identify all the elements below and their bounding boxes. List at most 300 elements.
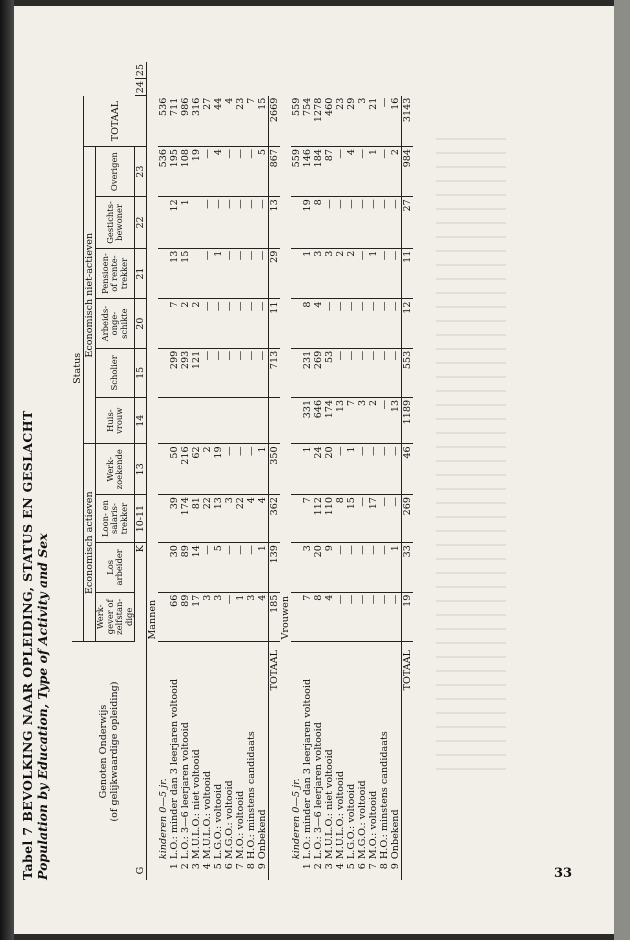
cell-value: 4 [313,299,324,348]
cell-value: 108 [180,147,191,197]
cell-value: 8 [302,299,313,348]
group-title: Mannen [147,599,158,640]
cell-value: 4 [346,147,357,197]
cell-value: 293 [180,348,191,397]
table-row [213,62,224,880]
row-code: 2 [313,863,324,870]
table-row [335,62,346,880]
total-value: 2669 [269,96,281,147]
cell-value: 20 [313,543,324,593]
total-label: TOTAAL [269,642,281,862]
cell-value: — [379,444,390,495]
cell-value [291,495,302,543]
row-code: 9 [390,863,401,870]
cell-value: — [235,248,246,299]
cell-value: 646 [313,397,324,444]
cell-value: 559 [291,147,302,197]
cell-value: — [213,197,224,248]
cell-value: — [346,299,357,348]
cell-value: — [379,147,390,197]
cell-value: — [224,147,235,197]
cell-value: 16 [390,96,402,147]
cell-value [158,444,169,495]
cell-value: 62 [191,444,202,495]
cell-value: — [357,147,368,197]
cell-value: — [246,248,257,299]
rotated-table-block [20,30,560,880]
cell-value: 1 [302,444,313,495]
cell-value: — [379,96,390,147]
column-header: Scholier [96,348,135,397]
cell-value [291,444,302,495]
cell-value: — [357,495,368,543]
cell-value: — [390,495,402,543]
column-header: Loon- en salaris- trekker [96,495,135,543]
total-value: 867 [269,147,281,197]
row-code: 8 [379,863,390,870]
cell-value: — [324,197,335,248]
cell-value: 4 [257,495,269,543]
cell-value: 81 [191,495,202,543]
cell-value: 4 [324,592,335,641]
column-number: 15 [135,348,147,397]
total-value: 3143 [402,96,414,147]
cell-value: — [379,495,390,543]
cell-value: — [246,444,257,495]
cell-value: 4 [213,147,224,197]
cell-value: 3 [202,592,213,641]
table-row [324,62,335,880]
table-row [180,62,191,880]
cell-value: — [390,348,402,397]
cell-value [158,248,169,299]
table-row [346,62,357,880]
education-header: Genoten Onderwijs (of gelijkwaardige opleiding) [72,642,147,862]
total-value: 13 [269,197,281,248]
cell-value [291,543,302,593]
cell-value: — [346,592,357,641]
table-row [235,62,246,880]
column-header: Huis- vrouw [96,397,135,444]
cell-value [246,397,257,444]
column-header: Pensioen- of rente- trekker [96,248,135,299]
total-value: 1189 [402,397,414,444]
cell-value: 20 [324,444,335,495]
cell-value: — [346,543,357,593]
cell-value: 331 [302,397,313,444]
cell-value: 4 [257,592,269,641]
table-row [202,62,213,880]
column-header: Werk- gever of zelfstan- dige [96,592,135,641]
cell-value [291,299,302,348]
total-value: 27 [402,197,414,248]
cell-value: 23 [235,96,246,147]
row-label: M.U.L.O.: niet voltooid [191,749,202,860]
cell-value [191,397,202,444]
cell-value: 316 [191,96,202,147]
cell-value: — [379,299,390,348]
cell-value: — [246,197,257,248]
table-row [291,62,302,880]
cell-value: — [224,197,235,248]
cell-value: 2 [335,248,346,299]
cell-value [158,592,169,641]
cell-value: 8 [313,197,324,248]
table-row [191,62,202,880]
row-label: L.O.: minder dan 3 leerjaren voltooid [169,678,180,860]
cell-value: 711 [169,96,180,147]
cell-value: 66 [169,592,180,641]
cell-value: — [346,348,357,397]
row-label: Onbekend [257,809,268,860]
total-value [269,397,281,444]
cell-value: 7 [346,397,357,444]
cell-value: 22 [202,495,213,543]
cell-value: — [224,248,235,299]
cell-value: — [202,248,213,299]
cell-value: 53 [324,348,335,397]
cell-value: — [246,348,257,397]
cell-value: 536 [158,96,169,147]
page-number: 33 [554,866,573,881]
cell-value: — [379,248,390,299]
cell-value: — [390,592,402,641]
row-code: 6 [224,863,235,870]
cell-value: 87 [324,147,335,197]
cell-value: 1 [257,444,269,495]
cell-value: — [202,543,213,593]
cell-value: 1 [302,248,313,299]
row-code: 1 [302,863,313,870]
cell-value [224,397,235,444]
column-header: Overigen [96,147,135,197]
cell-value: 2 [368,397,379,444]
cell-value: 89 [180,592,191,641]
row-code: 9 [257,863,268,870]
cell-value: — [324,299,335,348]
cell-value: — [357,197,368,248]
row-label: M.U.L.O.: voltooid [202,771,213,860]
scan-left-shadow [0,0,14,940]
cell-value: — [357,348,368,397]
cell-value [180,397,191,444]
cell-value: — [390,299,402,348]
cell-value: — [224,299,235,348]
row-label: Onbekend [390,809,401,860]
cell-value: 8 [335,495,346,543]
row-label: M.O.: voltooid [368,790,379,860]
cell-value: — [257,348,269,397]
total-value: 139 [269,543,281,593]
cell-value: — [368,348,379,397]
column-number: 21 [135,248,147,299]
cell-value: — [357,444,368,495]
cell-value [191,248,202,299]
cell-value: — [335,197,346,248]
cell-value: 15 [346,495,357,543]
row-label: H.O.: minstens candidaats [379,731,390,860]
total-value: 33 [402,543,414,593]
cell-value: — [335,543,346,593]
column-number: 10-11 [135,495,147,543]
cell-value: 110 [324,495,335,543]
cell-value: 12 [169,197,180,248]
cell-value: 22 [235,495,246,543]
total-value: 46 [402,444,414,495]
cell-value: 559 [291,96,302,147]
cell-value: 1 [257,543,269,593]
cell-value: 3 [357,96,368,147]
total-label: TOTAAL [402,642,414,862]
row-label: L.O.: 3—6 leerjaren voltooid [180,722,191,860]
row-code: 7 [235,863,246,870]
cell-value: 231 [302,348,313,397]
cell-value: — [213,348,224,397]
cell-value: 2 [191,299,202,348]
cell-value: 89 [180,543,191,593]
cell-value: — [357,248,368,299]
cell-value: 7 [302,592,313,641]
cell-value: — [379,592,390,641]
cell-value: 7 [302,495,313,543]
cell-value: 23 [335,96,346,147]
cell-value [235,397,246,444]
cell-value: 216 [180,444,191,495]
cell-value: 17 [191,592,202,641]
cell-value: 13 [169,248,180,299]
column-number: 20 [135,299,147,348]
cell-value: 15 [180,248,191,299]
cell-value: — [379,543,390,593]
cell-value: 7 [246,96,257,147]
econ-actief-header: Economisch actieven [84,444,96,642]
cell-value: 2 [202,444,213,495]
cell-value: 13 [213,495,224,543]
cell-value: 3 [213,592,224,641]
column-number: 14 [135,397,147,444]
cell-value: 3 [302,543,313,593]
status-table [72,62,413,880]
row-label: L.O.: 3—6 leerjaren voltooid [313,722,324,860]
row-label: L.G.O.: voltooid [213,783,224,860]
column-number: 22 [135,197,147,248]
table-row [158,62,169,880]
total-value: 12 [402,299,414,348]
row-code [291,861,302,880]
row-code: 8 [246,863,257,870]
cell-value: — [224,543,235,593]
cell-value [291,397,302,444]
cell-value: — [368,444,379,495]
column-number: 24 [135,79,147,96]
cell-value: 184 [313,147,324,197]
row-code [158,861,169,880]
total-value: 713 [269,348,281,397]
cell-value: 5 [213,543,224,593]
cell-value: 19 [213,444,224,495]
table-row [302,62,313,880]
caption-subtitle: Population by Education, Type of Activity and Sex [35,533,50,880]
cell-value: 1278 [313,96,324,147]
row-label: L.O.: minder dan 3 leerjaren voltooid [302,678,313,860]
table-row [169,62,180,880]
cell-value: — [379,348,390,397]
cell-value: — [235,197,246,248]
cell-value: 536 [158,147,169,197]
row-label: M.O.: voltooid [235,790,246,860]
cell-value: — [246,147,257,197]
cell-value: 3 [246,592,257,641]
column-header: Arbeids- onge- schikte [96,299,135,348]
row-code: 4 [335,863,346,870]
cell-value [291,348,302,397]
cell-value: 1 [180,197,191,248]
k-marker: K [135,543,147,642]
g-header: G [72,861,147,880]
cell-value [291,592,302,641]
cell-value: — [357,299,368,348]
total-row [402,62,414,880]
cell-value [158,397,169,444]
cell-value [202,397,213,444]
cell-value: — [346,197,357,248]
cell-value: — [202,197,213,248]
total-value: 29 [269,248,281,299]
cell-value: — [335,592,346,641]
cell-value: — [390,248,402,299]
cell-value [291,248,302,299]
total-value: 350 [269,444,281,495]
cell-value: — [235,147,246,197]
cell-value [191,197,202,248]
table-row [246,62,257,880]
cell-value: 986 [180,96,191,147]
cell-value: 112 [313,495,324,543]
total-value: 269 [402,495,414,543]
cell-value [291,197,302,248]
cell-value: 1 [213,248,224,299]
cell-value: — [202,299,213,348]
cell-value: — [335,348,346,397]
cell-value: 754 [302,96,313,147]
cell-value: — [224,444,235,495]
cell-value: 13 [335,397,346,444]
cell-value: 13 [390,397,402,444]
cell-value: 9 [324,543,335,593]
column-number: 25 [135,62,147,79]
cell-value: 15 [257,96,269,147]
cell-value: — [335,299,346,348]
row-code: 3 [324,863,335,870]
cell-value: 174 [180,495,191,543]
row-label: M.U.L.O.: voltooid [335,771,346,860]
cell-value: 195 [169,147,180,197]
cell-value: — [257,248,269,299]
cell-value: — [357,592,368,641]
table-row [368,62,379,880]
cell-value: — [213,299,224,348]
cell-value: 1 [235,592,246,641]
cell-value: — [224,348,235,397]
row-code: 5 [213,863,224,870]
cell-value: 4 [246,495,257,543]
cell-value: 121 [191,348,202,397]
cell-value: — [390,444,402,495]
total-row [269,62,281,880]
cell-value: 8 [313,592,324,641]
cell-value: — [335,147,346,197]
row-code: 5 [346,863,357,870]
cell-value: — [235,444,246,495]
table-row [357,62,368,880]
cell-value: 30 [169,543,180,593]
cell-value [158,299,169,348]
scan-right-edge [614,0,630,940]
cell-value: — [368,299,379,348]
cell-value: 19 [302,197,313,248]
cell-value: — [235,299,246,348]
cell-value: 39 [169,495,180,543]
row-code: 4 [202,863,213,870]
total-value: 984 [402,147,414,197]
group-title: Vrouwen [280,595,291,640]
row-label: kinderen 0—5 jr. [291,778,302,860]
total-value: 19 [402,592,414,641]
cell-value: 460 [324,96,335,147]
cell-value: 3 [224,495,235,543]
cell-value: 27 [202,96,213,147]
cell-value [158,495,169,543]
row-label: M.U.L.O.: niet voltooid [324,749,335,860]
cell-value: 1 [368,248,379,299]
cell-value: 174 [324,397,335,444]
cell-value: — [368,197,379,248]
row-label: M.G.O.: voltooid [357,780,368,860]
cell-value: — [368,592,379,641]
cell-value: 3 [324,248,335,299]
row-label: H.O.: minstens candidaats [246,731,257,860]
cell-value: 19 [191,147,202,197]
cell-value [257,397,269,444]
column-number: 13 [135,444,147,495]
cell-value: 2 [390,147,402,197]
cell-value: 14 [191,543,202,593]
cell-value: — [202,348,213,397]
cell-value: — [390,197,402,248]
cell-value: — [368,543,379,593]
table-caption [20,30,50,880]
cell-value: 1 [368,147,379,197]
caption-title: Tabel 7 BEVOLKING NAAR OPLEIDING, STATUS EN GESLACHT [20,410,35,880]
cell-value: 29 [346,96,357,147]
column-header: Werk- zoekende [96,444,135,495]
totaal-header: TOTAAL [84,96,147,147]
cell-value: — [246,299,257,348]
row-code: 6 [357,863,368,870]
cell-value: 146 [302,147,313,197]
row-code: 3 [191,863,202,870]
column-header: Los arbeider [96,543,135,593]
cell-value: 7 [169,299,180,348]
total-value: 185 [269,592,281,641]
econ-niet-actief-header: Economisch niet-actieven [84,147,96,444]
cell-value: 4 [224,96,235,147]
cell-value: — [379,197,390,248]
cell-value: 299 [169,348,180,397]
cell-value [169,397,180,444]
row-code: 1 [169,863,180,870]
cell-value: — [235,543,246,593]
